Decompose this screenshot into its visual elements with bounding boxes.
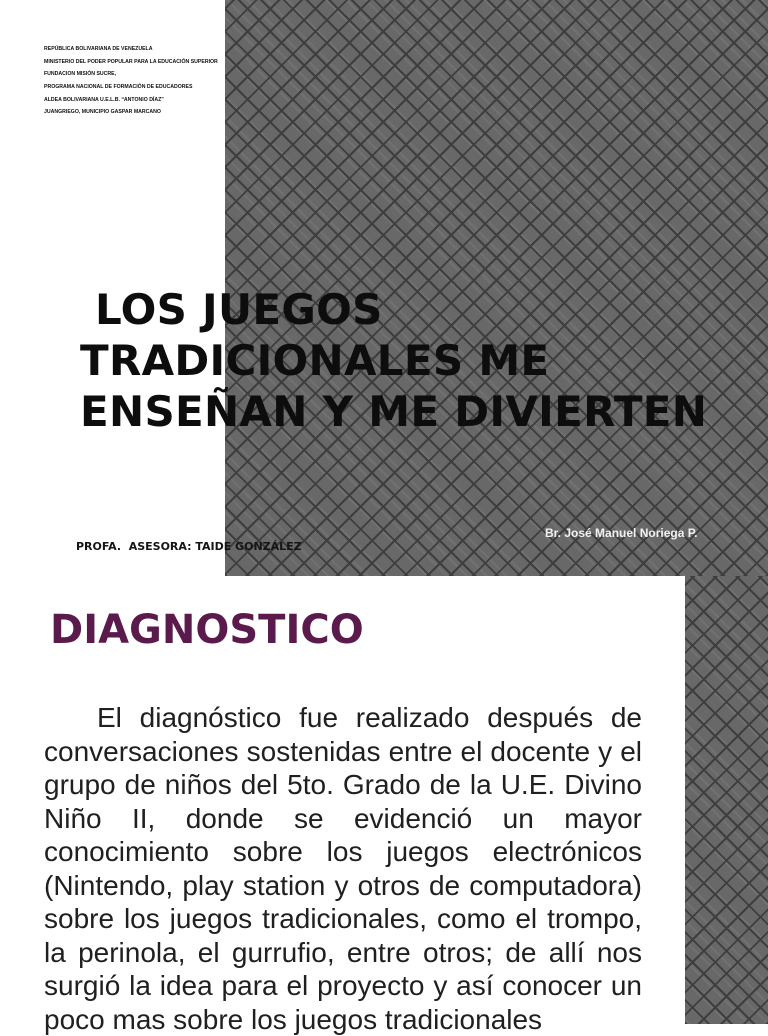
header-line: JUANGRIEGO, MUNICIPIO GASPAR MARCANO <box>44 109 161 116</box>
header-line: PROGRAMA NACIONAL DE FORMACIÓN DE EDUCADORES <box>44 84 193 91</box>
institution-header <box>44 43 218 119</box>
section-heading: DIAGNOSTICO <box>50 607 364 653</box>
header-line: ALDEA BOLIVARIANA U.E.L.B. “ANTONIO DÍAZ” <box>44 96 164 103</box>
advisor-line: PROFA. ASESORA: TAIDE GONZÁLEZ <box>76 540 302 553</box>
body-paragraph: El diagnóstico fue realizado después de conversaciones sostenidas entre el docente y el grupo de niños del 5to. Grado de la U.E. Divino Niño II, donde se evidenció un mayor conocimiento sobre los juegos electrónicos (Nintendo, play station y otros de computadora) sobre los juegos tradicionales, como el trompo, la perinola, el gurrufio, entre otros; de allí nos surgió la idea para el proyecto y así conocer un poco mas sobre los juegos tradicionales <box>44 702 642 1035</box>
diamond-pattern-background <box>685 576 768 1024</box>
title-line: ENSEÑAN Y ME DIVIERTEN <box>80 387 708 436</box>
header-line: REPÚBLICA BOLIVARIANA DE VENEZUELA <box>44 46 153 52</box>
title-line: TRADICIONALES ME <box>80 336 550 385</box>
title-line: LOS JUEGOS <box>95 285 383 334</box>
student-name: Br. José Manuel Noriega P. <box>545 526 698 540</box>
header-line: FUNDACION MISIÓN SUCRE, <box>44 71 117 78</box>
presentation-title <box>80 284 707 437</box>
diagnostic-slide <box>0 576 768 1035</box>
header-line: MINISTERIO DEL PODER POPULAR PARA LA EDUCACIÓN SUPERIOR <box>44 58 218 65</box>
